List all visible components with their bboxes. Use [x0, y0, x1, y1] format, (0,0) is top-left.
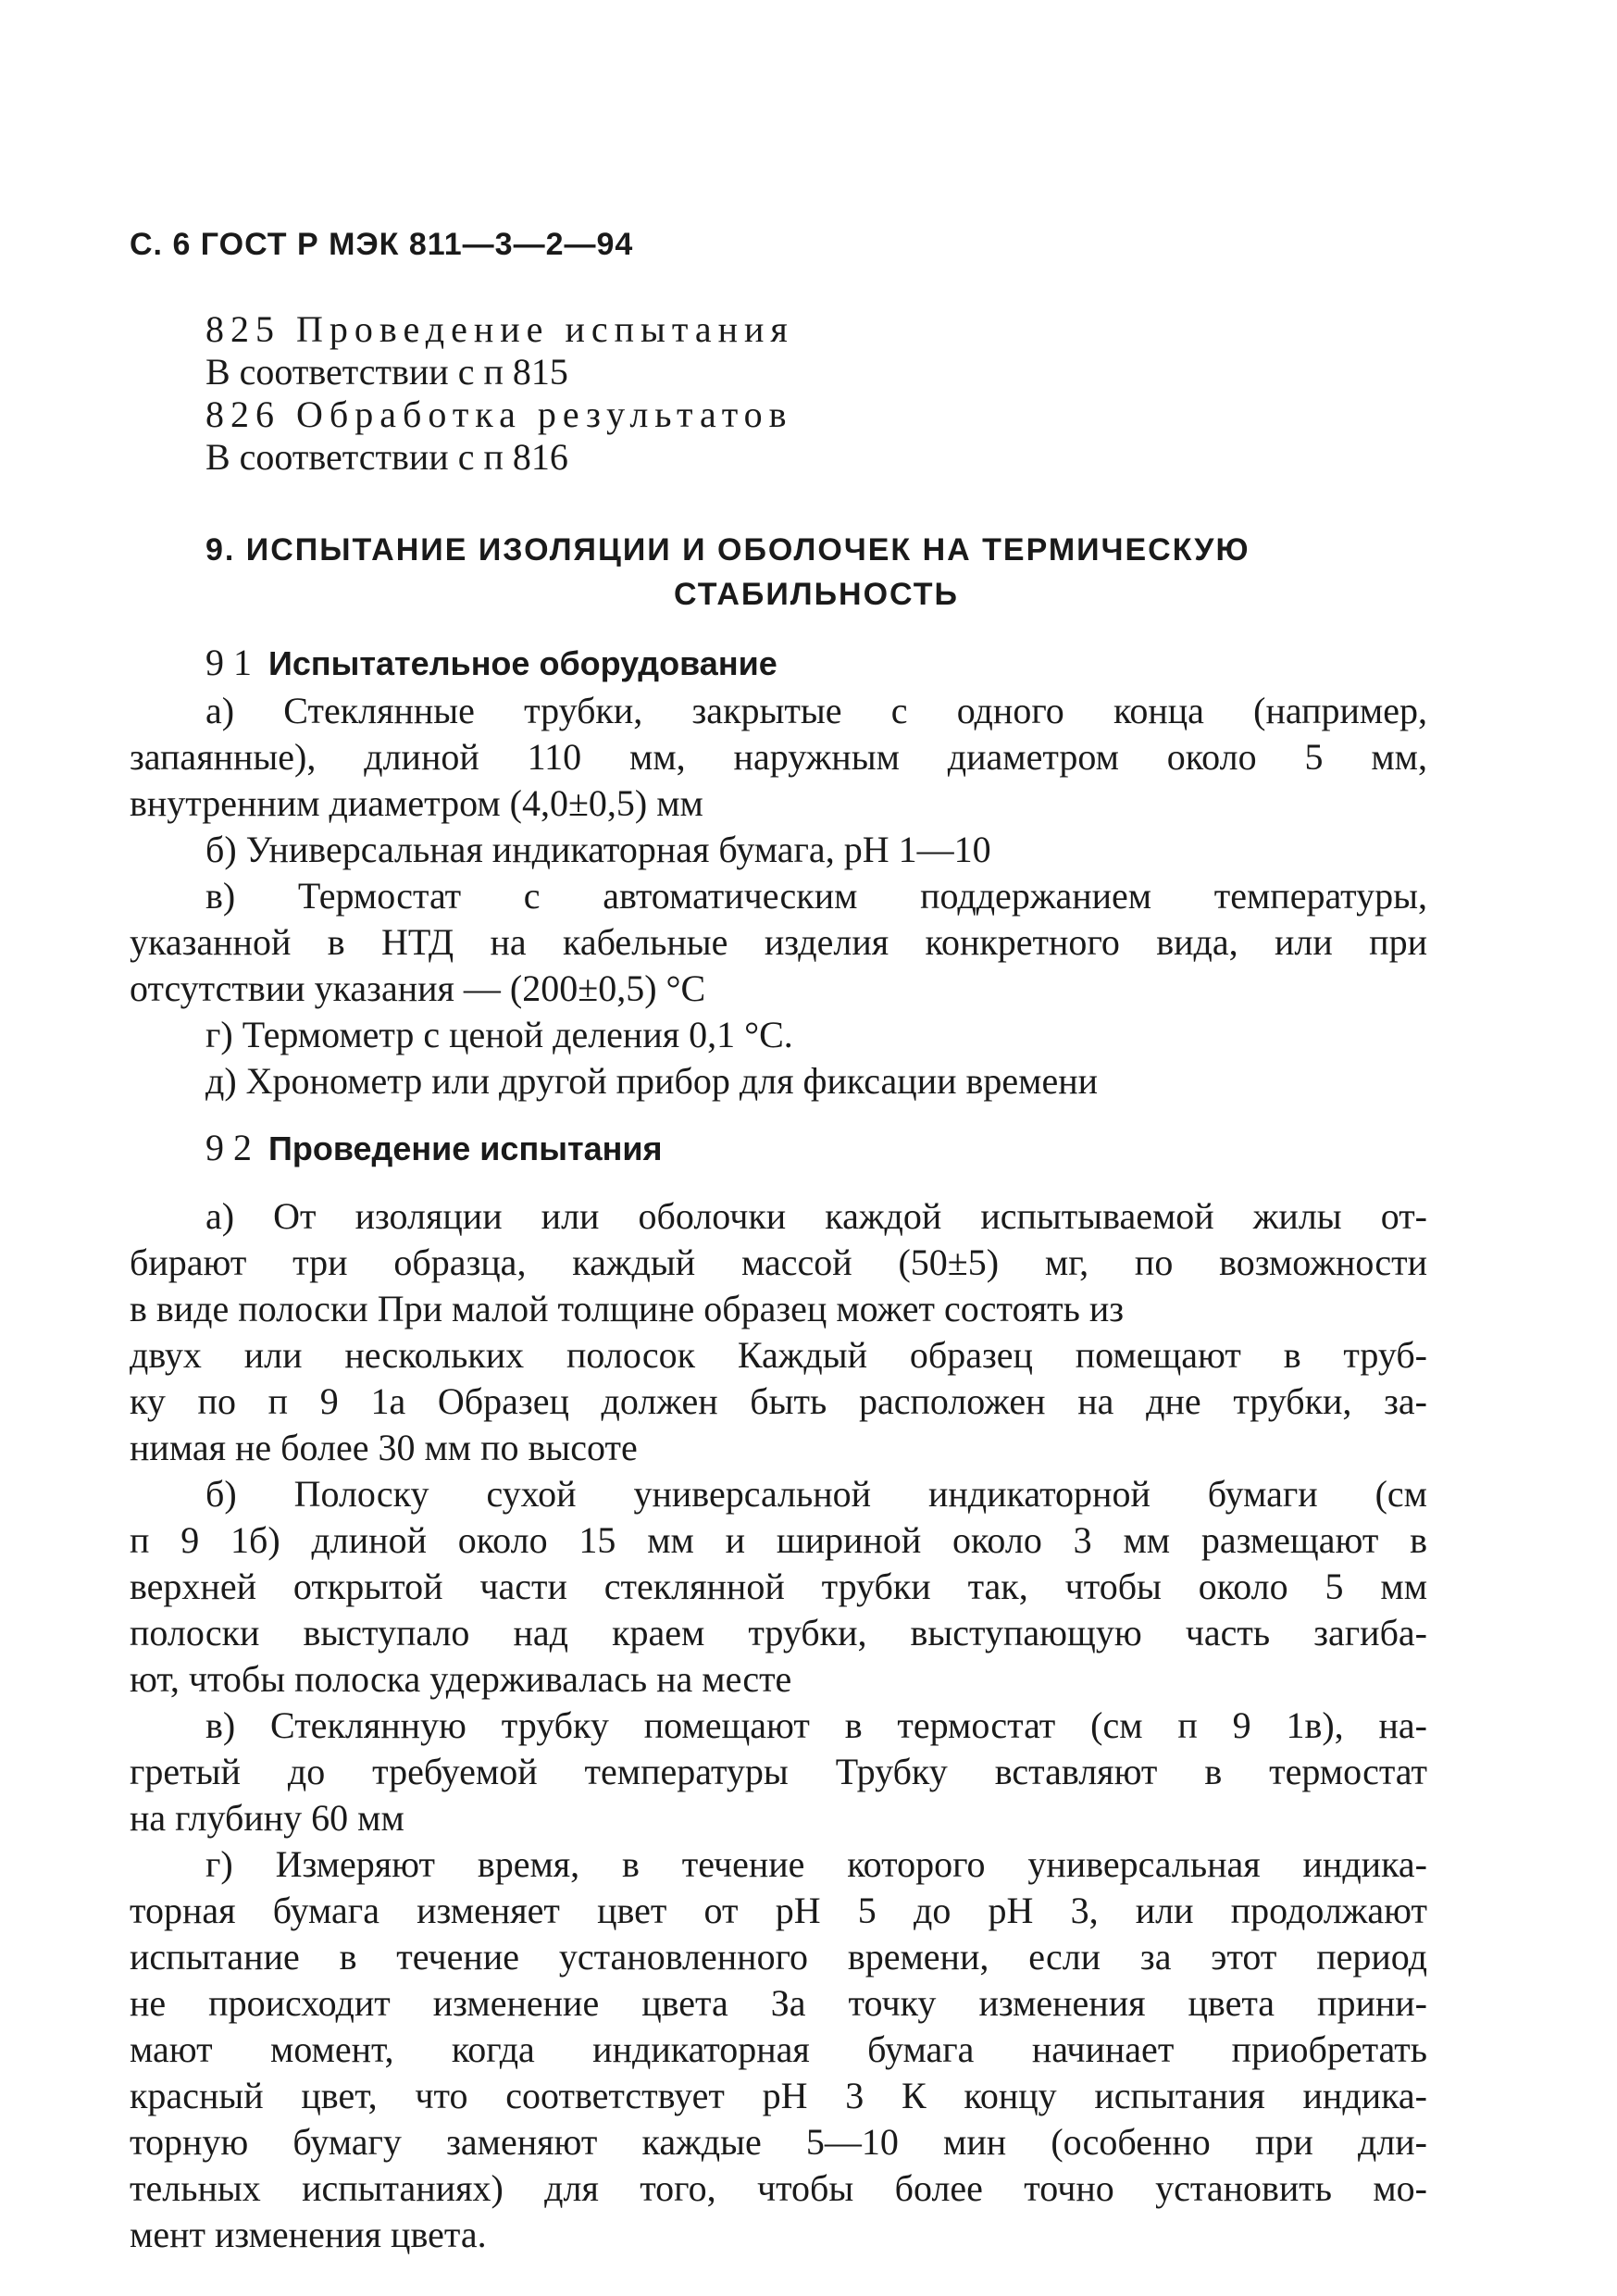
item-9-2-v-line-2: гретый до требуемой температуры Трубку вставляют в термостат: [130, 1751, 1427, 1792]
item-9-1-a-line-3: внутренним диаметром (4,0±0,5) мм: [130, 782, 703, 824]
subsection-9-2-title: Проведение испытания: [268, 1129, 663, 1167]
item-9-2-b-line-5: ют, чтобы полоска удерживалась на месте: [130, 1658, 792, 1700]
item-9-1-g: г) Термометр с ценой деления 0,1 °С.: [205, 1014, 793, 1055]
clause-825-title: 825 Проведение испытания: [205, 308, 794, 350]
item-9-2-g-line-8: тельных испытаниях) для того, чтобы более точно установить мо-: [130, 2167, 1427, 2209]
running-head: С. 6 ГОСТ Р МЭК 811—3—2—94: [130, 227, 634, 262]
item-9-1-a-line-1: а) Стеклянные трубки, закрытые с одного конца (например,: [205, 690, 1427, 731]
item-9-2-g-line-3: испытание в течение установленного времени, если за этот период: [130, 1936, 1427, 1978]
section-9-heading: 9. ИСПЫТАНИЕ ИЗОЛЯЦИИ И ОБОЛОЧЕК НА ТЕРМИЧЕСКУЮ: [205, 532, 1250, 568]
item-9-1-v-line-2: указанной в НТД на кабельные изделия конкретного вида, или при: [130, 921, 1427, 963]
item-9-2-a-line-2: бирают три образца, каждый массой (50±5) мг, по возможности: [130, 1242, 1427, 1283]
item-9-2-g-line-1: г) Измеряют время, в течение которого универсальная индика-: [205, 1843, 1427, 1885]
item-9-2-b-line-2: п 9 1б) длиной около 15 мм и шириной около 3 мм размещают в: [130, 1519, 1427, 1561]
item-9-1-b: б) Универсальная индикаторная бумага, pH 1—10: [205, 829, 991, 870]
item-9-2-b-line-3: верхней открытой части стеклянной трубки так, чтобы около 5 мм: [130, 1566, 1427, 1607]
item-9-2-a-line-6: нимая не более 30 мм по высоте: [130, 1427, 638, 1468]
item-9-1-v-line-3: отсутствии указания — (200±0,5) °С: [130, 967, 706, 1009]
item-9-2-a-line-1: а) От изоляции или оболочки каждой испытываемой жилы от-: [205, 1195, 1427, 1237]
item-9-2-v-line-1: в) Стеклянную трубку помещают в термостат (см п 9 1в), на-: [205, 1704, 1427, 1746]
item-9-2-g-line-4: не происходит изменение цвета За точку изменения цвета прини-: [130, 1982, 1427, 2024]
subsection-9-1-heading: [205, 641, 777, 686]
section-9-heading-cont: СТАБИЛЬНОСТЬ: [674, 577, 959, 612]
subsection-9-1-number: 9 1: [205, 642, 252, 683]
item-9-2-g-line-9: мент изменения цвета.: [130, 2214, 487, 2255]
subsection-9-1-title: Испытательное оборудование: [268, 644, 777, 682]
item-9-2-g-line-6: красный цвет, что соответствует pH 3 К концу испытания индика-: [130, 2075, 1427, 2116]
item-9-2-b-line-4: полоски выступало над краем трубки, выступающую часть загиба-: [130, 1612, 1427, 1653]
clause-825-text: В соответствии с п 815: [205, 351, 568, 393]
item-9-2-a-line-4: двух или нескольких полосок Каждый образец помещают в труб-: [130, 1334, 1427, 1376]
clause-826-text: В соответствии с п 816: [205, 436, 568, 478]
subsection-9-2-heading: [205, 1126, 662, 1171]
item-9-2-g-line-2: торная бумага изменяет цвет от pH 5 до pH 3, или продолжают: [130, 1890, 1427, 1931]
item-9-2-a-line-5: ку по п 9 1а Образец должен быть расположен на дне трубки, за-: [130, 1380, 1427, 1422]
item-9-2-g-line-5: мают момент, когда индикаторная бумага начинает приобретать: [130, 2028, 1427, 2070]
subsection-9-2-number: 9 2: [205, 1127, 252, 1168]
item-9-1-d: д) Хронометр или другой прибор для фиксации времени: [205, 1060, 1099, 1102]
item-9-2-g-line-7: торную бумагу заменяют каждые 5—10 мин (особенно при дли-: [130, 2121, 1427, 2163]
item-9-1-a-line-2: запаянные), длиной 110 мм, наружным диаметром около 5 мм,: [130, 736, 1427, 778]
item-9-2-b-line-1: б) Полоску сухой универсальной индикаторной бумаги (см: [205, 1473, 1427, 1515]
clause-826-title: 826 Обработка результатов: [205, 393, 793, 435]
item-9-1-v-line-1: в) Термостат с автоматическим поддержанием температуры,: [205, 875, 1427, 917]
item-9-2-a-line-3: в виде полоски При малой толщине образец может состоять из: [130, 1288, 1125, 1329]
item-9-2-v-line-3: на глубину 60 мм: [130, 1797, 404, 1839]
